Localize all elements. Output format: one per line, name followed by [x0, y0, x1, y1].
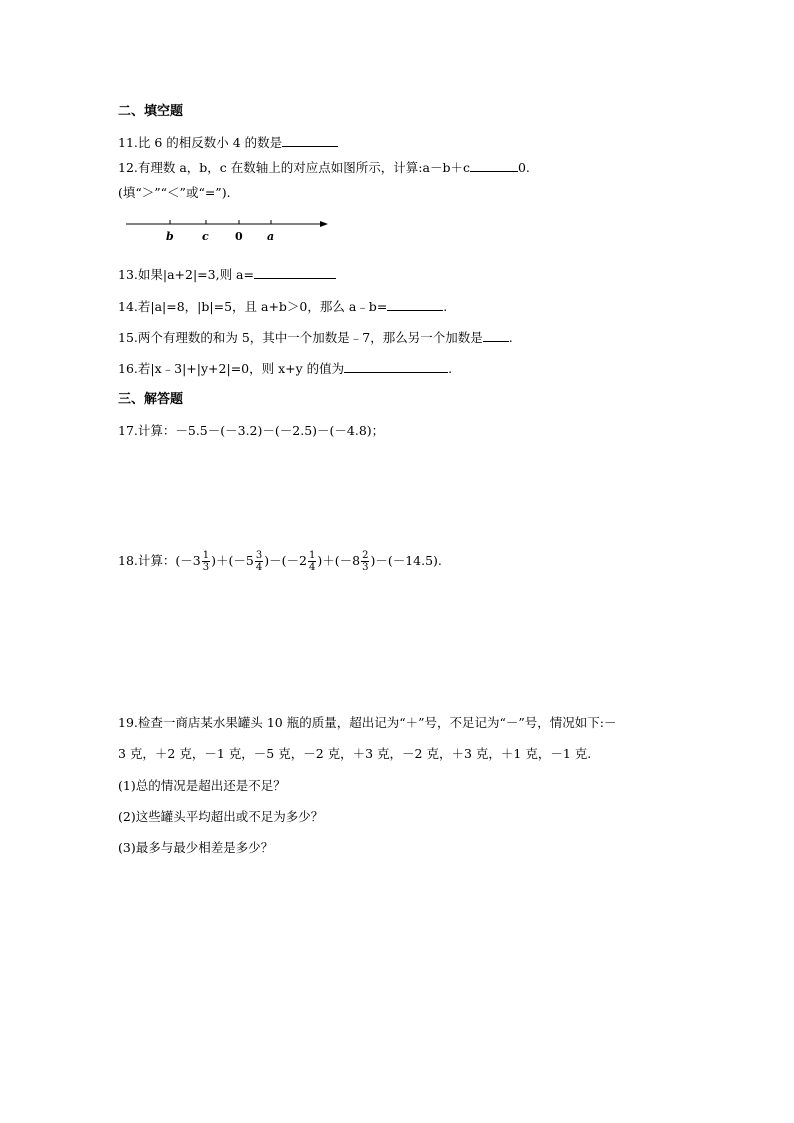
fraction-4-numerator: 2 [362, 550, 369, 561]
question-12-text: 12.有理数 a，b，c 在数轴上的对应点如图所示，计算:a－b＋c [118, 160, 470, 175]
question-17: 17.计算：－5.5－(－3.2)－(－2.5)－(－4.8)； [118, 423, 385, 438]
question-11-text: 11.比 6 的相反数小 4 的数是 [118, 135, 283, 150]
answer-blank-12[interactable] [470, 159, 518, 172]
question-13-text: 13.如果|a+2|=3,则 a= [118, 267, 254, 282]
fraction-3-denominator: 4 [308, 562, 316, 573]
term-2-close: )－ [264, 553, 282, 568]
fraction-4-denominator: 3 [362, 562, 369, 573]
term-4-open: (－8 [334, 553, 361, 568]
fraction-1-numerator: 1 [202, 550, 210, 561]
fraction-3-numerator: 1 [308, 550, 316, 561]
number-line-figure [118, 214, 333, 246]
fraction-1-denominator: 3 [202, 562, 210, 573]
label-a: a [267, 230, 275, 243]
question-16-text: 16.若|x﹣3|+|y+2|=0，则 x+y 的值为 [118, 361, 345, 376]
question-18 [118, 549, 442, 573]
question-15 [118, 329, 513, 347]
section-fill-in-title: 二、填空题 [118, 104, 184, 119]
question-14-text: 14.若|a|=8，|b|=5，且 a+b＞0，那么 a﹣b= [118, 299, 388, 314]
term-1-open: (－3 [175, 553, 201, 568]
question-11 [118, 134, 338, 152]
term-3-close: )＋ [317, 553, 335, 568]
label-b: b [166, 230, 174, 243]
question-16 [118, 360, 452, 378]
answer-blank-15[interactable] [483, 329, 509, 342]
answer-blank-14[interactable] [387, 298, 443, 311]
question-15-text: 15.两个有理数的和为 5，其中一个加数是﹣7，那么另一个加数是 [118, 330, 483, 345]
answer-blank-11[interactable] [282, 134, 338, 147]
answer-blank-16[interactable] [344, 360, 448, 373]
question-14-tail: . [443, 299, 448, 314]
fraction-2-numerator: 3 [255, 550, 263, 561]
fraction-4 [361, 550, 369, 573]
question-19-line-2: 3 克，＋2 克，－1 克，－5 克，－2 克，＋3 克，－2 克，＋3 克，＋1 克，－1 克. [118, 746, 592, 761]
question-19-part-3: (3)最多与最少相差是多少？ [118, 840, 274, 855]
label-zero: 0 [235, 230, 243, 243]
question-15-tail: . [508, 330, 513, 345]
question-18-prefix: 18.计算： [118, 553, 176, 568]
term-3-open: (－2 [281, 553, 307, 568]
question-16-tail: . [448, 361, 453, 376]
number-line-arrow [320, 221, 328, 227]
question-13 [118, 266, 336, 284]
answer-blank-13[interactable] [254, 266, 336, 279]
question-19-part-2: (2)这些罐头平均超出或不足为多少？ [118, 809, 324, 824]
fraction-2 [255, 550, 263, 573]
term-1-close: )＋ [211, 553, 229, 568]
question-14 [118, 298, 447, 316]
question-12-tail: 0. [517, 160, 530, 175]
question-19-part-1: (1)总的情况是超出还是不足？ [118, 778, 286, 793]
label-c: c [202, 230, 209, 243]
term-2-open: (－5 [228, 553, 254, 568]
question-12 [118, 159, 530, 177]
section-solve-title: 三、解答题 [118, 392, 184, 407]
fraction-1 [202, 550, 210, 573]
term-4-close: )－ [370, 553, 388, 568]
question-19-line-1: 19.检查一商店某水果罐头 10 瓶的质量，超出记为“＋”号，不足记为“－”号，情况如下:－ [118, 715, 617, 730]
fraction-2-denominator: 4 [255, 562, 263, 573]
question-12-hint: (填“＞”“＜”或“=”). [118, 185, 231, 200]
fraction-3 [308, 550, 316, 573]
question-18-suffix: (－14.5). [387, 553, 442, 568]
